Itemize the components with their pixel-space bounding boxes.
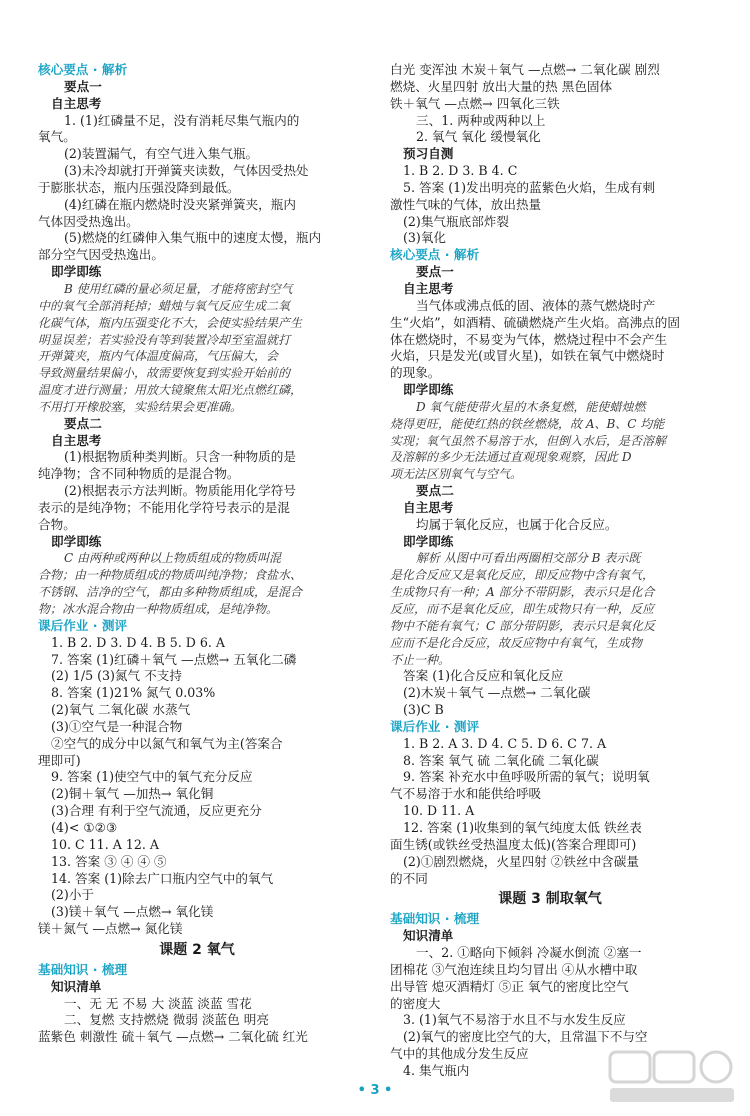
- text-line: 14. 答案 (1)除去广口瓶内空气中的氧气: [51, 870, 274, 886]
- text-line: 面生锈(或铁丝受热温度太低)(答案合理即可): [390, 836, 637, 852]
- subheading: 即学即练: [51, 264, 102, 280]
- text-line: 是化合反应又是氧化反应，即反应物中含有氧气，: [390, 568, 655, 583]
- text-line: (3)合理 有利于空气流通，反应更充分: [51, 803, 262, 819]
- text-line: 开弹簧夹，瓶内气体温度偏高，气压偏大，会: [38, 349, 279, 364]
- section-heading: 核心要点 · 解析: [38, 62, 128, 77]
- subheading: 自主思考: [403, 499, 454, 515]
- text-line: 一、无 无 不易 大 淡蓝 淡蓝 雪花: [64, 995, 252, 1011]
- subheading: 要点一: [64, 78, 102, 94]
- text-line: 13. 答案 ③ ④ ④ ⑤: [51, 853, 167, 869]
- text-line: 7. 答案 (1)红磷＋氧气 —点燃→ 五氧化二磷: [51, 651, 297, 667]
- text-line: (4)< ①②③: [51, 819, 118, 835]
- section-heading: 基础知识 · 梳理: [390, 911, 480, 927]
- text-line: (3)C B: [403, 702, 444, 718]
- right-column: [390, 62, 710, 1080]
- text-line: 5. 答案 (1)发出明亮的蓝紫色火焰，生成有刺: [403, 179, 655, 195]
- text-line: 及溶解的多少无法通过直观现象观察，因此 D: [390, 450, 632, 465]
- text-line: B 使用红磷的量必须足量，才能将密封空气: [64, 281, 293, 296]
- text-line: 3. (1)氧气不易溶于水且不与水发生反应: [403, 1012, 626, 1028]
- text-line: 均属于氧化反应，也属于化合反应。: [416, 516, 618, 532]
- text-line: (2)木炭＋氧气 —点燃→ 二氧化碳: [403, 685, 591, 701]
- text-line: 于膨胀状态，瓶内压强没降到最低。: [38, 179, 240, 195]
- text-line: 气体因受热逸出。: [38, 213, 139, 229]
- subheading: 即学即练: [51, 533, 102, 549]
- text-line: 1. (1)红磷量不足，没有消耗尽集气瓶内的: [64, 112, 300, 128]
- section-heading: 课后作业 · 测评: [38, 617, 128, 633]
- text-line: 铁＋氧气 —点燃→ 四氧化三铁: [390, 95, 560, 111]
- text-line: 二、复燃 支持燃烧 微弱 淡蓝色 明亮: [64, 1012, 269, 1028]
- text-line: 一、2. ①略向下倾斜 冷凝水倒流 ②塞一: [416, 945, 642, 961]
- text-line: 物中不能有氧气；C 部分带阴影，表示只是氧化反: [390, 618, 655, 633]
- subheading: 自主思考: [51, 432, 102, 448]
- text-line: 反应，而不是氧化反应，即生成物只有一种，反应: [390, 602, 655, 616]
- subheading: 要点二: [64, 415, 102, 431]
- text-line: 生成物只有一种；A 部分不带阴影，表示只是化合: [390, 585, 655, 600]
- text-line: 三、1. 两种或两种以上: [416, 112, 546, 128]
- text-line: (2)装置漏气，有空气进入集气瓶。: [64, 146, 259, 162]
- text-line: (2)根据表示方法判断。物质能用化学符号: [64, 483, 296, 499]
- text-line: 10. D 11. A: [403, 803, 475, 819]
- text-line: (2)氧气 二氧化碳 水蒸气: [51, 702, 191, 718]
- text-line: 蓝紫色 刺激性 硫＋氧气 —点燃→ 二氧化硫 红光: [38, 1029, 308, 1045]
- text-line: 不锈钢、洁净的空气，都由多种物质组成，是混合: [38, 585, 303, 600]
- subheading: 自主思考: [51, 95, 102, 111]
- text-line: 出导管 熄灭酒精灯 ⑤正 氧气的密度比空气: [390, 978, 629, 994]
- text-line: 气不易溶于水和能供给呼吸: [390, 786, 542, 802]
- subheading: 知识清单: [51, 978, 102, 994]
- text-line: C 由两种或两种以上物质组成的物质叫混: [64, 551, 281, 566]
- text-line: 部分空气因受热逸出。: [38, 247, 164, 263]
- text-line: 团棉花 ③气泡连续且均匀冒出 ④从水槽中取: [390, 961, 638, 977]
- text-line: 1. B 2. D 3. D 4. B 5. D 6. A: [51, 634, 226, 650]
- text-line: (4)红磷在瓶内燃烧时没夹紧弹簧夹，瓶内: [64, 196, 296, 212]
- text-line: 4. 集气瓶内: [403, 1062, 470, 1078]
- text-line: 2. 氧气 氧化 缓慢氧化: [416, 129, 541, 145]
- text-line: (2)铜＋氧气 —加热→ 氧化铜: [51, 786, 214, 802]
- subheading: 即学即练: [403, 382, 454, 398]
- text-line: (2)集气瓶底部炸裂: [403, 213, 509, 229]
- text-line: 的现象。: [390, 365, 441, 381]
- text-line: 纯净物；含不同种物质的是混合物。: [38, 466, 240, 482]
- text-line: 不止一种。: [390, 652, 451, 667]
- text-line: 白光 变浑浊 木炭＋氧气 —点燃→ 二氧化碳 剧烈: [390, 62, 660, 77]
- text-line: (2)氧气的密度比空气的大，且常温下不与空: [403, 1029, 648, 1045]
- text-line: 气中的其他成分发生反应: [390, 1046, 529, 1062]
- text-line: (1)根据物质种类判断。只含一种物质的是: [64, 449, 296, 465]
- text-line: 实现；氧气虽然不易溶于水，但倒入水后，是否溶解: [390, 433, 667, 448]
- text-line: 当气体或沸点低的固、液体的蒸气燃烧时产: [416, 297, 656, 313]
- lesson-title: 课题 3 制取氧气: [498, 891, 602, 908]
- lesson-title: 课题 2 氧气: [159, 941, 235, 958]
- subheading: 要点一: [416, 264, 454, 280]
- text-line: 表示的是纯净物；不能用化学符号表示的是混: [38, 499, 290, 515]
- text-line: (2) 1/5 (3)氮气 不支持: [51, 668, 182, 684]
- subheading: 预习自测: [403, 146, 454, 162]
- section-heading: 课后作业 · 测评: [390, 718, 480, 734]
- text-line: 1. B 2. D 3. B 4. C: [403, 163, 518, 179]
- text-line: 化碳气体，瓶内压强变化不大，会使实验结果产生: [38, 315, 303, 330]
- text-line: 9. 答案 (1)使空气中的氧气充分反应: [51, 769, 253, 785]
- text-line: 体在燃烧时，不易变为气体，燃烧过程中不会产生: [390, 331, 668, 347]
- text-line: 生“火焰”，如酒精、硫磺燃烧产生火焰。高沸点的固: [390, 314, 680, 330]
- text-line: (2)小于: [51, 887, 95, 903]
- text-line: 中的氧气全部消耗掉；蜡烛与氧气反应生成二氧: [38, 298, 291, 313]
- text-line: D 氧气能使带火星的木条复燃，能使蜡烛燃: [416, 399, 646, 414]
- text-line: ②空气的成分中以氮气和氧气为主(答案合: [51, 735, 283, 751]
- subheading: 即学即练: [403, 533, 454, 549]
- text-line: (3)镁＋氧气 —点燃→ 氧化镁: [51, 904, 214, 920]
- text-line: (3)①空气是一种混合物: [51, 718, 183, 734]
- text-line: 烧得更旺，能使红热的铁丝燃烧，故 A、B、C 均能: [390, 416, 665, 431]
- text-line: 激性气味的气体，放出热量: [390, 196, 542, 212]
- text-line: (5)燃烧的红磷伸入集气瓶中的速度太慢，瓶内: [64, 230, 322, 246]
- text-line: 8. 答案 氧气 硫 二氧化硫 二氧化碳: [403, 752, 599, 768]
- text-line: 答案 (1)化合反应和氧化反应: [403, 668, 564, 684]
- text-line: 12. 答案 (1)收集到的氧气纯度太低 铁丝表: [403, 819, 642, 835]
- text-line: 1. B 2. A 3. D 4. C 5. D 6. C 7. A: [403, 735, 607, 751]
- text-line: 项无法区别氧气与空气。: [390, 467, 523, 482]
- text-line: 合物；由一种物质组成的物质叫纯净物；食盐水、: [38, 568, 303, 583]
- subheading: 自主思考: [403, 280, 454, 296]
- text-line: (3)氧化: [403, 230, 447, 246]
- text-line: 氧气。: [38, 129, 76, 145]
- text-line: 10. C 11. A 12. A: [51, 836, 159, 852]
- text-line: 温度才进行测量；用放大镜聚焦太阳光点燃红磷，: [38, 383, 303, 398]
- text-line: 镁＋氮气 —点燃→ 氮化镁: [38, 921, 183, 937]
- subheading: 要点二: [416, 483, 454, 499]
- text-line: 理即可): [38, 752, 81, 768]
- text-line: 燃烧、火星四射 放出大量的热 黑色固体: [390, 78, 613, 94]
- text-line: 的密度大: [390, 995, 441, 1011]
- text-line: (3)未冷却就打开弹簧夹读数，气体因受热处: [64, 163, 309, 179]
- text-line: 不用打开橡胶塞，实验结果会更准确。: [38, 399, 243, 414]
- text-line: 合物。: [38, 516, 76, 532]
- text-line: 应而不是化合反应，故反应物中有氧气，生成物: [390, 635, 643, 650]
- text-line: 物；冰水混合物由一种物质组成，是纯净物。: [38, 602, 279, 616]
- text-line: 8. 答案 (1)21% 氮气 0.03%: [51, 685, 216, 701]
- page-number: • 3 •: [357, 1083, 393, 1098]
- watermark-logo: [608, 1046, 738, 1106]
- section-heading: 核心要点 · 解析: [390, 247, 480, 263]
- text-line: 解析 从图中可看出两圈相交部分 B 表示既: [416, 551, 641, 566]
- text-line: 明显误差；若实验没有等到装置冷却至室温就打: [38, 332, 291, 347]
- text-line: 火焰，只是发光(或冒火星)，如铁在氧气中燃烧时: [390, 348, 665, 364]
- text-line: 9. 答案 补充水中鱼呼吸所需的氧气；说明氧: [403, 769, 650, 785]
- text-line: 导致测量结果偏小，故需要恢复到实验开始前的: [38, 366, 291, 381]
- subheading: 知识清单: [403, 928, 454, 944]
- text-line: 的不同: [390, 870, 428, 886]
- section-heading: 基础知识 · 梳理: [38, 961, 128, 977]
- left-column: [38, 62, 356, 1046]
- text-line: (2)①剧烈燃烧，火星四射 ②铁丝中含碳量: [403, 853, 639, 869]
